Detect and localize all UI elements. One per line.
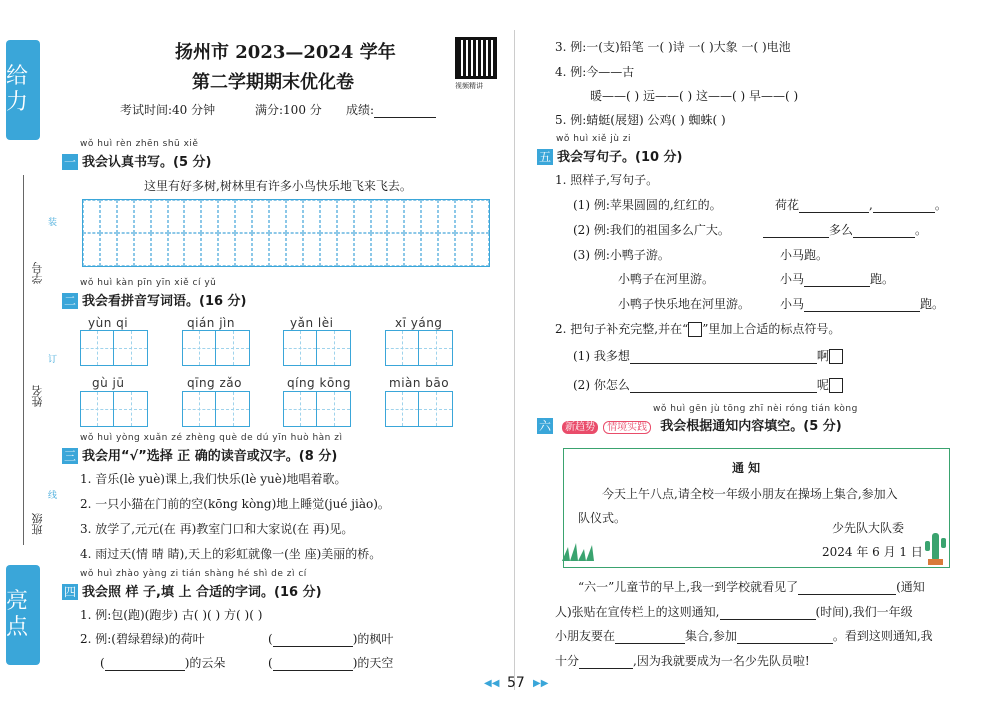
q3-line: 3. 例:一(支)铅笔 一( )诗 一( )大象 一( )电池 bbox=[555, 40, 791, 54]
s5-pinyin: wǒ huì xiě jù zi bbox=[556, 134, 632, 144]
exam-full-score: 满分:100 分 bbox=[255, 103, 322, 117]
exam-time: 考试时间:40 分钟 bbox=[120, 103, 216, 117]
s4-q2a: 2. 例:(碧绿碧绿)的荷叶 bbox=[80, 632, 205, 646]
s6-pinyin: wǒ huì gēn jù tōng zhī nèi róng tián kòng bbox=[653, 404, 858, 414]
s5-ex3d: 小马 跑。 bbox=[780, 272, 895, 286]
answer-box-8[interactable] bbox=[385, 391, 453, 427]
cactus-icon bbox=[922, 529, 948, 565]
s4-heading: 四 我会照 样 子,填 上 合适的字词。(16 分) bbox=[63, 584, 322, 600]
binding-mark-1: 装 bbox=[48, 218, 58, 228]
s6-para1: “六一”儿童节的早上,我一到学校就看见了 (通知 bbox=[578, 580, 925, 594]
exam-title: 扬州市 2023—2024 学年 bbox=[175, 42, 396, 63]
py-1: yùn qi bbox=[88, 316, 129, 330]
s5-p1: (1) 我多想 啊 bbox=[573, 347, 843, 364]
py-2: qián jìn bbox=[187, 316, 235, 330]
py-6: qīng zǎo bbox=[187, 376, 242, 390]
s5-q1: 1. 照样子,写句子。 bbox=[555, 173, 659, 187]
q4-answers: 暖——( ) 远——( ) 这——( ) 早——( ) bbox=[590, 89, 799, 103]
s6-para4: 十分 ,因为我就要成为一名少先队员啦! bbox=[555, 654, 810, 668]
answer-box-7[interactable] bbox=[283, 391, 351, 427]
writing-grid[interactable] bbox=[82, 199, 490, 267]
py-3: yǎn lèi bbox=[290, 316, 334, 330]
s5-ex3g: 小马 跑。 bbox=[780, 297, 945, 311]
py-4: xī yáng bbox=[395, 316, 443, 330]
s3-q2: 2. 一只小猫在门前的空(kōng kòng)地上睡觉(jué jiào)。 bbox=[80, 497, 390, 511]
label-xingming: 姓名 bbox=[31, 385, 44, 407]
s5-ex3b: 小马跑。 bbox=[780, 248, 829, 262]
notice-title: 通 知 bbox=[732, 461, 761, 475]
py-5: gù jū bbox=[92, 376, 125, 390]
label-xuehao: 学号 bbox=[31, 262, 44, 284]
page-divider bbox=[514, 30, 515, 690]
s5-q2: 2. 把句子补充完整,并在“ ”里加上合适的标点符号。 bbox=[555, 322, 841, 336]
q4-line: 4. 例:今——古 bbox=[555, 65, 635, 79]
s4-q2b: ( )的枫叶 bbox=[268, 632, 394, 646]
answer-box-2[interactable] bbox=[182, 330, 250, 366]
s2-pinyin: wǒ huì kàn pīn yīn xiě cí yǔ bbox=[80, 278, 217, 288]
binding-mark-3: 线 bbox=[48, 491, 58, 501]
s4-pinyin: wǒ huì zhào yàng zi tián shàng hé shì de zì cí bbox=[80, 569, 307, 579]
notice-sign: 少先队大队委 bbox=[832, 521, 905, 535]
notice-body1: 今天上午八点,请全校一年级小朋友在操场上集合,参加入 bbox=[602, 487, 898, 501]
grass-icon bbox=[560, 541, 600, 561]
answer-box-5[interactable] bbox=[80, 391, 148, 427]
answer-box-3[interactable] bbox=[283, 330, 351, 366]
notice-box bbox=[563, 448, 950, 568]
q5-line: 5. 例:蜻蜓(展翅) 公鸡( ) 蜘蛛( ) bbox=[555, 113, 726, 127]
notice-body2: 队仪式。 bbox=[578, 511, 627, 525]
side-tab-bottom: 亮 点 bbox=[6, 565, 40, 665]
exam-score: 成绩: bbox=[346, 101, 436, 118]
s3-heading: 三 我会用“√”选择 正 确的读音或汉字。(8 分) bbox=[63, 448, 338, 464]
qr-label: 视频精讲 bbox=[455, 82, 483, 90]
s6-para3: 小朋友要在 集合,参加 。看到这则通知,我 bbox=[555, 629, 933, 643]
s4-q1: 1. 例:包(跑)(跑步) 古( )( ) 方( )( ) bbox=[80, 608, 263, 622]
s5-ex1b: 荷花 , 。 bbox=[775, 198, 947, 212]
s1-sentence: 这里有好多树,树林里有许多小鸟快乐地飞来飞去。 bbox=[144, 179, 412, 193]
page-number: 57 bbox=[507, 675, 525, 691]
side-line bbox=[23, 175, 24, 545]
s1-pinyin: wǒ huì rèn zhēn shū xiě bbox=[80, 139, 199, 149]
s5-heading: 五 我会写句子。(10 分) bbox=[538, 149, 683, 165]
prev-page-icon[interactable]: ◀◀ bbox=[484, 678, 500, 689]
s4-q2d: ( )的天空 bbox=[268, 656, 394, 670]
py-8: miàn bāo bbox=[389, 376, 450, 390]
s5-p2: (2) 你怎么 呢 bbox=[573, 376, 843, 393]
s5-ex1: (1) 例:苹果圆圆的,红红的。 bbox=[573, 198, 722, 212]
answer-box-4[interactable] bbox=[385, 330, 453, 366]
s5-ex2: (2) 例:我们的祖国多么广大。 bbox=[573, 223, 730, 237]
badge-new-trend: 新趋势 bbox=[562, 421, 598, 434]
s3-q1: 1. 音乐(lè yuè)课上,我们快乐(lè yuè)地唱着歌。 bbox=[80, 472, 347, 486]
s3-q4: 4. 雨过天(情 晴 睛),天上的彩虹就像一(坐 座)美丽的桥。 bbox=[80, 547, 382, 561]
badge-situation: 情境实践 bbox=[603, 421, 651, 434]
binding-mark-2: 订 bbox=[48, 355, 58, 365]
qr-code[interactable] bbox=[455, 37, 497, 79]
s5-ex3: (3) 例:小鸭子游。 bbox=[573, 248, 670, 262]
s6-para2: 人)张贴在宣传栏上的这则通知, (时间),我们一年级 bbox=[555, 605, 913, 619]
s3-pinyin: wǒ huì yòng xuǎn zé zhèng què de dú yīn huò hàn zì bbox=[80, 433, 343, 443]
answer-box-6[interactable] bbox=[182, 391, 250, 427]
s1-heading: 一 我会认真书写。(5 分) bbox=[63, 154, 212, 170]
py-7: qíng kōng bbox=[287, 376, 352, 390]
next-page-icon[interactable]: ▶▶ bbox=[533, 678, 549, 689]
s5-ex3c: 小鸭子在河里游。 bbox=[618, 272, 715, 286]
exam-subtitle: 第二学期期末优化卷 bbox=[192, 72, 354, 93]
label-banji: 班级 bbox=[31, 513, 44, 535]
s4-q2c: ( )的云朵 bbox=[100, 656, 226, 670]
s3-q3: 3. 放学了,元元(在 再)教室门口和大家说(在 再)见。 bbox=[80, 522, 354, 536]
side-tab-top: 给 力 bbox=[6, 40, 40, 140]
s5-ex3f: 小鸭子快乐地在河里游。 bbox=[618, 297, 751, 311]
s6-heading: 六 新趋势 情境实践 我会根据通知内容填空。(5 分) bbox=[538, 418, 842, 434]
s2-heading: 二 我会看拼音写词语。(16 分) bbox=[63, 293, 247, 309]
answer-box-1[interactable] bbox=[80, 330, 148, 366]
s5-ex2b: 多么 。 bbox=[793, 221, 927, 238]
notice-date: 2024 年 6 月 1 日 bbox=[822, 545, 923, 559]
